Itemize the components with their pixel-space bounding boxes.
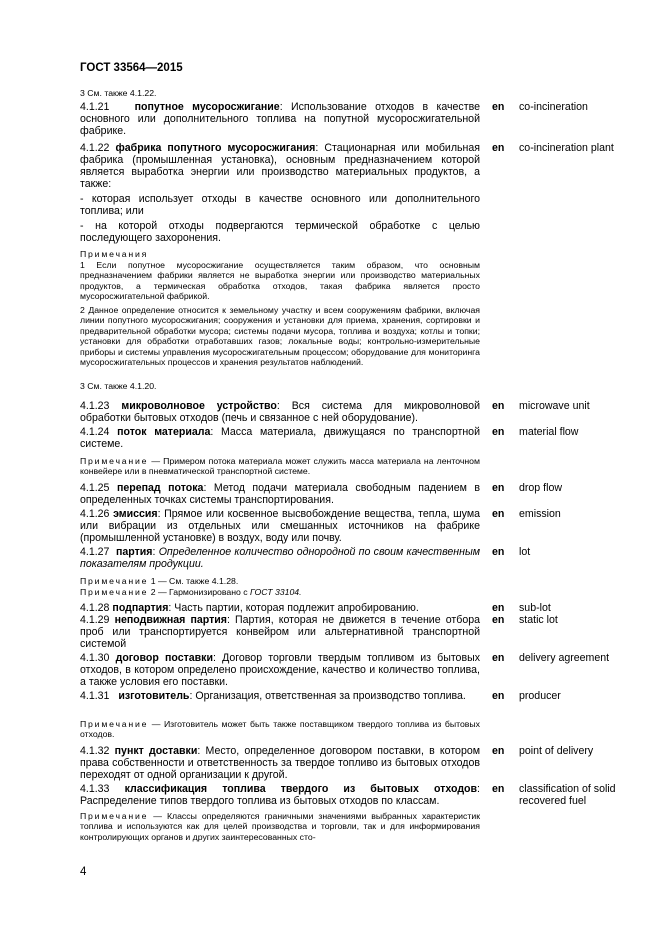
term-entry-4-1-24: 4.1.24 поток материала: Масса материала, движущаяся по транспортной системе. — [80, 426, 480, 450]
notes-heading: Примечания — [80, 249, 149, 259]
term-entry-4-1-30: 4.1.30 договор поставки: Договор торговли твердым топливом из бытовых отходов, в котором определено происхождение, качество и количество топлива, а также условия его поставки. — [80, 652, 480, 688]
term-name: фабрика попутного мусоросжигания — [115, 142, 316, 154]
language-code: en — [492, 652, 505, 664]
english-equivalent: co-incineration — [519, 101, 588, 113]
english-equivalent: lot — [519, 546, 531, 558]
note-item: Примечание — Классы определяются граничными значениями выбранных характеристик топлива и используются как для целей производства и торговли, так и для информирования контролирующих органов и других заинтересованных сто- — [80, 811, 480, 842]
language-code: en — [492, 614, 505, 626]
term-entry-4-1-25: 4.1.25 перепад потока: Метод подачи материала свободным падением в определенных точках системы транспортирования. — [80, 482, 480, 506]
term-entry-4-1-21: 4.1.21 попутное мусоросжигание: Использование отходов в качестве основного или дополнительного топлива на попутной мусоросжигательной фабрике. — [80, 101, 480, 137]
language-code: en — [492, 783, 505, 795]
term-entry-4-1-28: 4.1.28 подпартия: Часть партии, которая подлежит апробированию. — [80, 602, 419, 614]
term-name: неподвижная партия — [114, 614, 227, 626]
english-equivalent: co-incineration plant — [519, 142, 614, 154]
term-entry-4-1-29: 4.1.29 неподвижная партия: Партия, которая не движется в течение отбора проб или транспортируется конвейром или альтернативной транспортной системой — [80, 614, 480, 650]
page-number: 4 — [80, 866, 87, 878]
language-code: en — [492, 482, 505, 494]
term-name: перепад потока — [116, 482, 204, 494]
term-entry-4-1-33: 4.1.33 классификация топлива твердого из бытовых отходов: Распределение типов твердого топлива из бытовых отходов по классам. — [80, 783, 480, 807]
english-equivalent: sub-lot — [519, 602, 551, 614]
language-code: en — [492, 101, 505, 113]
note-item: Примечание 1 — См. также 4.1.28. — [80, 576, 239, 586]
note-item: 1 Если попутное мусоросжигание осуществляется таким образом, что основным предназначением фабрики является не выработка энергии или производство материальных продуктов, а термическая обработка отходов, такая фабрика является просто мусоросжигательной фабрикой. — [80, 260, 480, 302]
language-code: en — [492, 546, 505, 558]
term-entry-4-1-31: 4.1.31 изготовитель: Организация, ответственная за производство топлива. — [80, 690, 466, 702]
language-code: en — [492, 745, 505, 757]
english-equivalent: classification of solid recovered fuel — [519, 783, 616, 807]
term-entry-4-1-32: 4.1.32 пункт доставки: Место, определенное договором поставки, в котором права собственности и ответственность за твердое топливо из бытовых отходов переходят от одной организации к другой. — [80, 745, 481, 781]
term-entry-4-1-27: 4.1.27 партия: Определенное количество однородной по своим качественным показателям продукции. — [80, 546, 480, 570]
language-code: en — [492, 602, 505, 614]
term-name: эмиссия — [113, 508, 158, 520]
english-equivalent: microwave unit — [519, 400, 590, 412]
english-equivalent: drop flow — [519, 482, 562, 494]
language-code: en — [492, 400, 505, 412]
term-name: попутное мусоросжигание — [134, 101, 280, 113]
note-item: Примечание — Примером потока материала может служить масса материала на ленточном конвейере или в пневматической транспортной системе. — [80, 456, 480, 477]
english-equivalent: producer — [519, 690, 561, 702]
english-equivalent: point of delivery — [519, 745, 594, 757]
language-code: en — [492, 508, 505, 520]
note-item: Примечание 2 — Гармонизировано с ГОСТ 33104. — [80, 587, 302, 597]
english-equivalent: static lot — [519, 614, 558, 626]
term-entry-4-1-23: 4.1.23 микроволновое устройство: Вся система для микроволновой обработки бытовых отходов (печь и связанное с ней оборудование). — [80, 400, 480, 424]
term-entry-4-1-22: 4.1.22 фабрика попутного мусоросжигания: Стационарная или мобильная фабрика (промышленная установка), основным предназначением которой является выработка энергии или производство материальных продуктов, а также: — [80, 142, 481, 190]
list-item: - на которой отходы подвергаются термической обработке с целью последующего захоронения. — [80, 220, 480, 244]
term-name: классификация топлива твердого из бытовых отходов — [124, 783, 478, 795]
term-name: микроволновое устройство — [121, 400, 277, 412]
english-equivalent: emission — [519, 508, 561, 520]
english-equivalent: material flow — [519, 426, 579, 438]
term-name: изготовитель — [118, 690, 190, 702]
term-name: партия — [115, 546, 153, 558]
term-name: договор поставки — [115, 652, 214, 664]
english-equivalent: delivery agreement — [519, 652, 610, 664]
page-header-title: ГОСТ 33564—2015 — [80, 62, 183, 74]
term-name: подпартия — [112, 602, 169, 614]
term-entry-4-1-26: 4.1.26 эмиссия: Прямое или косвенное высвобождение вещества, тепла, шума или вибрации из отдельных или смешанных источников на фабрике (промышленной установке) в воздух, воду или почву. — [80, 508, 481, 544]
list-item: - которая использует отходы в качестве основного или дополнительного топлива; или — [80, 193, 480, 217]
language-code: en — [492, 690, 505, 702]
note-item: 2 Данное определение относится к земельному участку и всем сооружениям фабрики, включая линии попутного мусоросжигания; сооружения и установки для приема, хранения, сортировки и предварительной обработки мусора; системы подачи мусора, топлива и воздуха; котлы и топки; установки для обработки отработавших газов; локальные воды; контрольно-измерительные приборы и системы управления мусоросжигательным процессом; оборудование для мониторинга мусоросжигательных процессов и хранения результатов наблюдений. — [80, 305, 480, 368]
language-code: en — [492, 142, 505, 154]
note-item: Примечание — Изготовитель может быть также поставщиком твердого топлива из бытовых отходов. — [80, 719, 480, 740]
cross-reference: 3 См. также 4.1.22. — [80, 88, 157, 98]
term-name: поток материала — [117, 426, 211, 438]
term-name: пункт доставки — [114, 745, 198, 757]
note-item: 3 См. также 4.1.20. — [80, 381, 157, 391]
language-code: en — [492, 426, 505, 438]
